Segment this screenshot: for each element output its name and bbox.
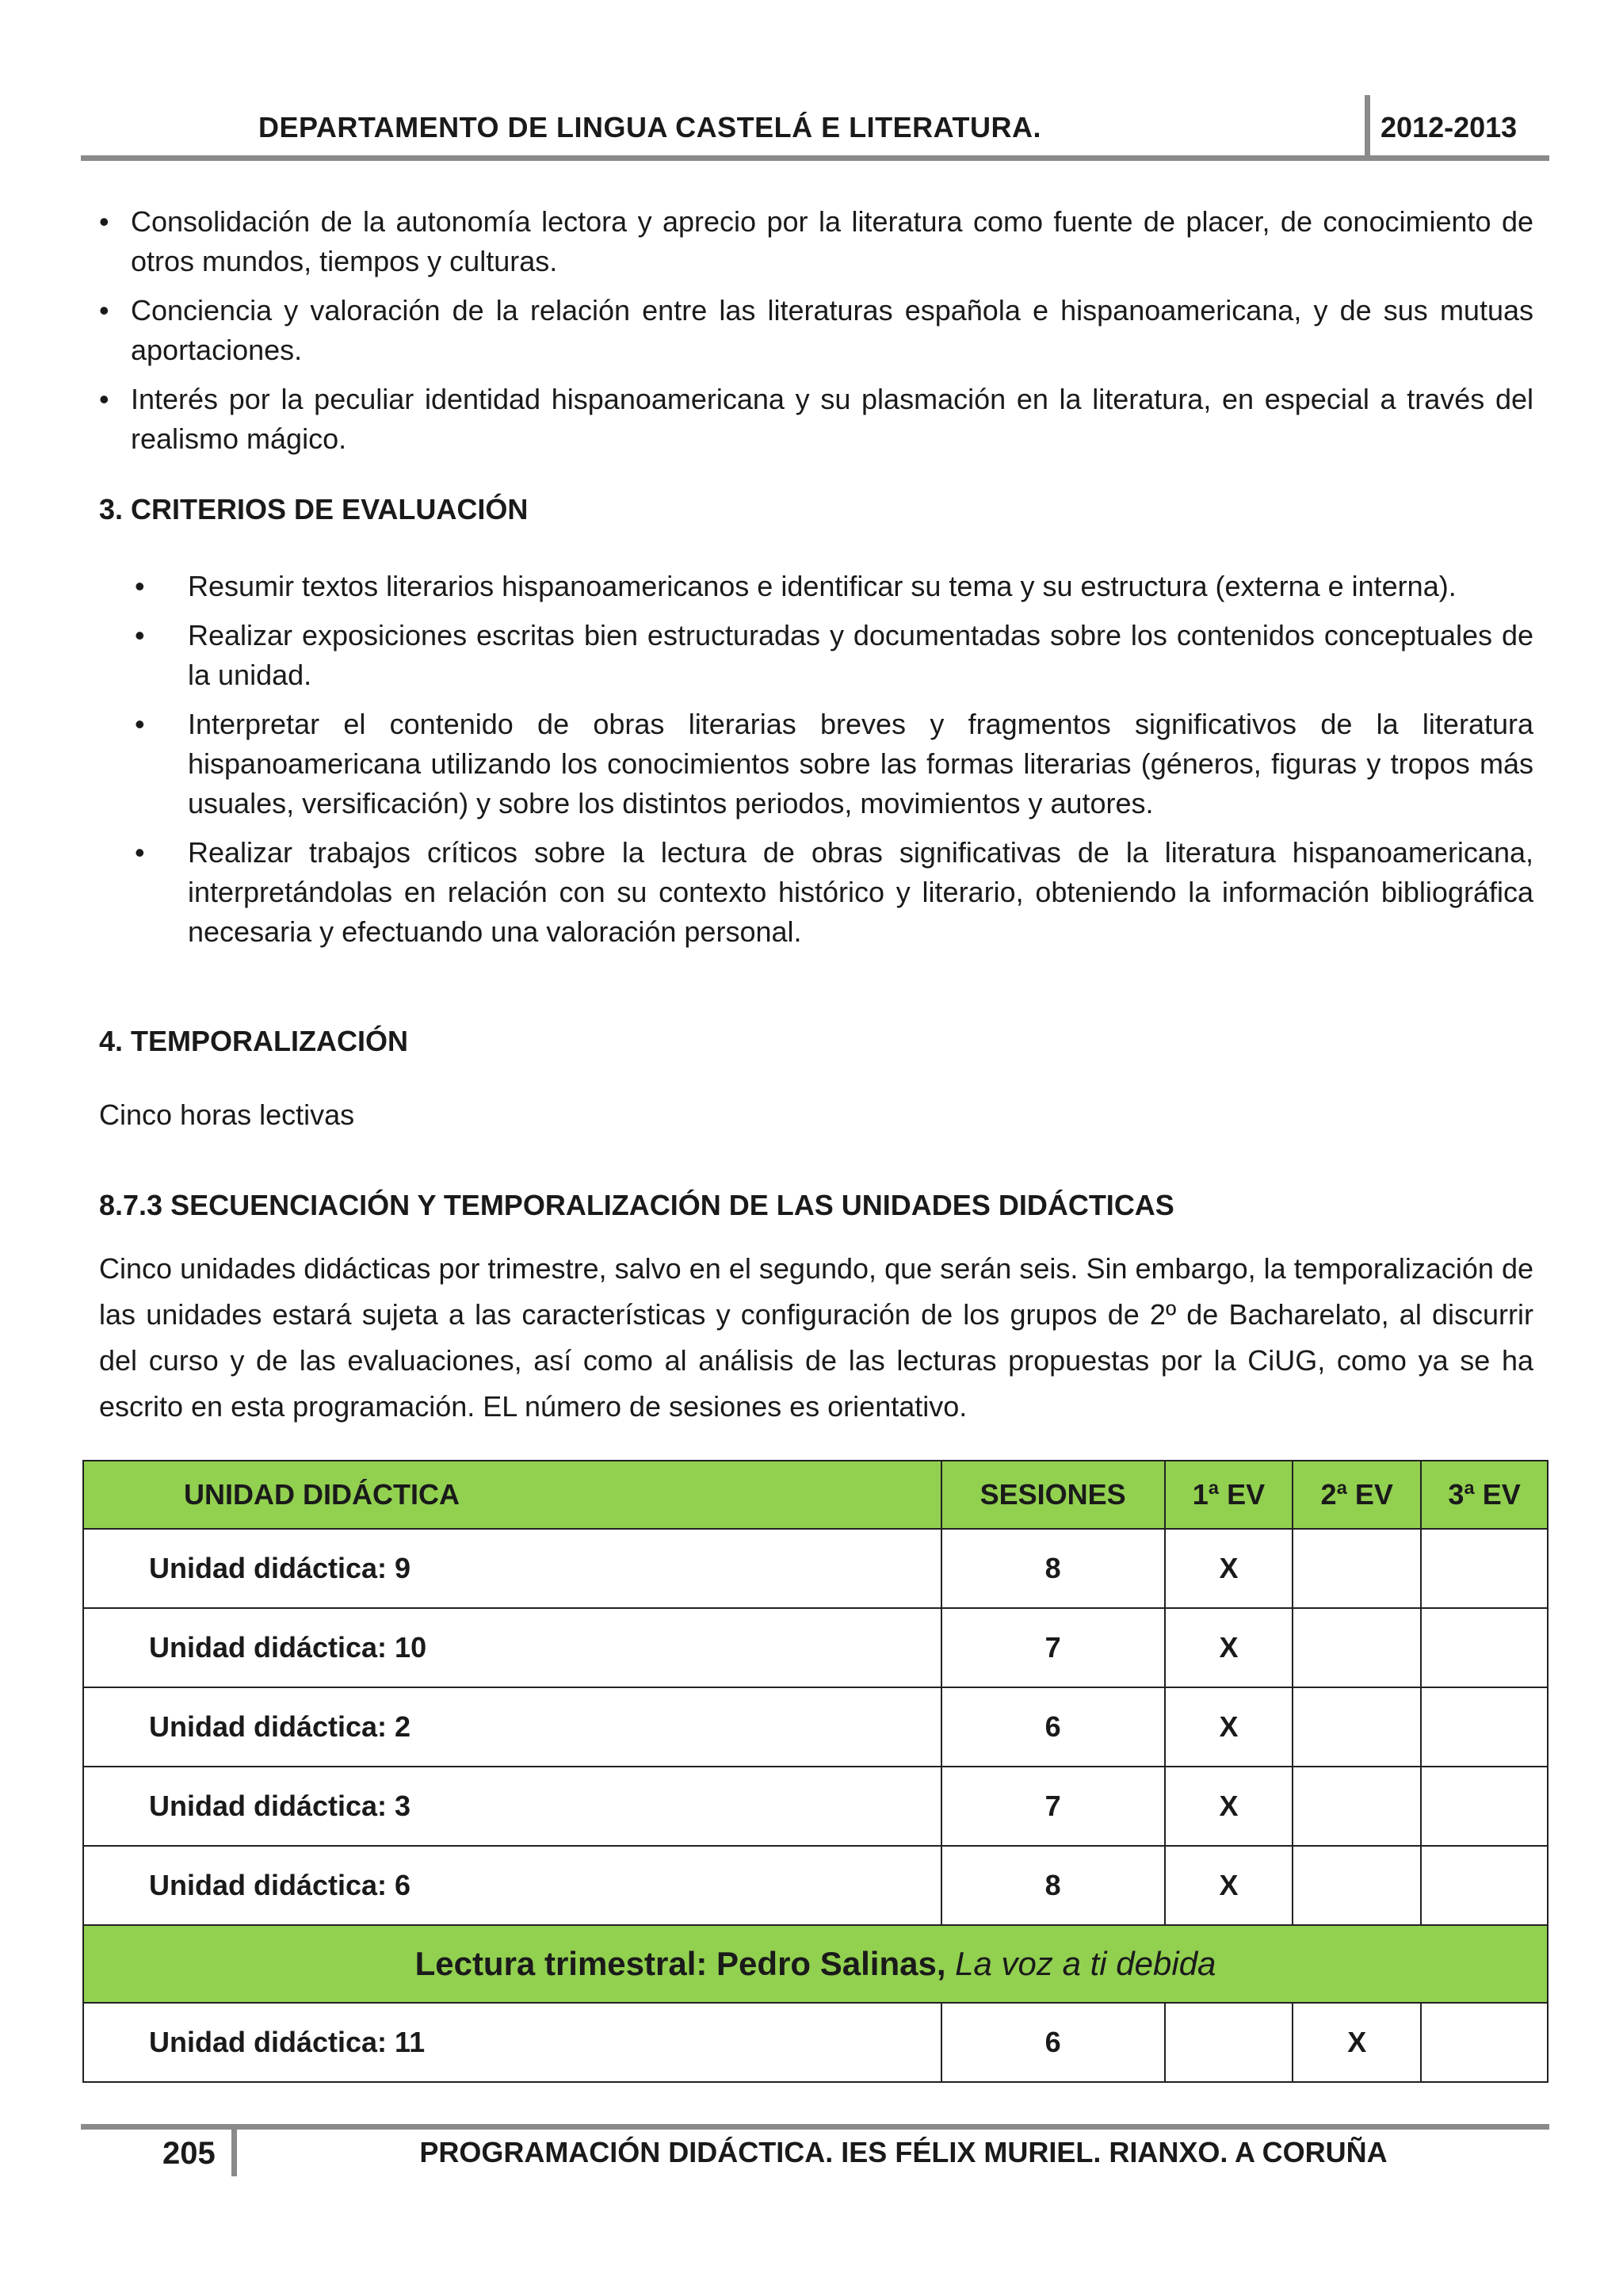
table-cell: X [1293,2003,1421,2082]
reading-row [83,1925,1548,2003]
table-cell [1421,2003,1548,2082]
section-heading-temporalizacion: 4. TEMPORALIZACIÓN [99,1025,409,1057]
header-department: DEPARTAMENTO DE LINGUA CASTELÁ E LITERATURA. [258,111,1041,143]
table-cell [1421,1846,1548,1925]
column-header: SESIONES [941,1461,1165,1529]
footer-text: PROGRAMACIÓN DIDÁCTICA. IES FÉLIX MURIEL. RIANXO. A CORUÑA [419,2136,1388,2168]
table-row [83,2003,1548,2082]
table-cell [1421,1767,1548,1846]
reading-label: Lectura trimestral: Pedro Salinas, [414,1945,946,1982]
secuenciacion-paragraph: Cinco unidades didácticas por trimestre, salvo en el segundo, que serán seis. Sin embargo, la temporalización de las unidades estará sujeta a las características y configuración de los grupos de 2º de Bacharelato, al discurrir del curso y de las evaluaciones, así como al análisis de las lecturas propuestas por la CiUG, como ya se ha escrito en esta programación. EL número de sesiones es orientativo. [99,1252,1533,1423]
table-cell: Unidad didáctica: 11 [83,2003,941,2082]
list-item: • Realizar trabajos críticos sobre la lectura de obras significativas de la literatura hispanoamericana, interpretándolas en relación con su contexto histórico y literario, obteniendo la información bibliográfica necesaria y efectuando una valoración personal. [99,833,1533,952]
list-item: • Realizar exposiciones escritas bien estructuradas y documentadas sobre los contenidos conceptuales de la unidad. [99,616,1533,695]
table-cell: 7 [941,1608,1165,1687]
table-cell: Unidad didáctica: 3 [83,1767,941,1846]
header-divider [1365,95,1370,160]
criterios-bullet-list [99,567,1533,961]
reading-book-title: La voz a ti debida [955,1945,1216,1982]
footer-divider [231,2127,237,2176]
table-cell: X [1165,1767,1293,1846]
table-cell [1293,1608,1421,1687]
column-header: 1ª EV [1165,1461,1293,1529]
intro-bullet-list [99,202,1533,468]
list-item: • Interés por la peculiar identidad hispanoamericana y su plasmación en la literatura, en especial a través del realismo mágico. [99,380,1533,459]
temporalizacion-text: Cinco horas lectivas [99,1098,355,1131]
table-cell [1421,1687,1548,1767]
table-cell [1165,2003,1293,2082]
list-item: • Interpretar el contenido de obras literarias breves y fragmentos significativos de la literatura hispanoamericana utilizando los conocimientos sobre las formas literarias (géneros, figuras y tropos más usuales, versificación) y sobre los distintos periodos, movimientos y autores. [99,705,1533,823]
section-heading-criterios: 3. CRITERIOS DE EVALUACIÓN [99,493,529,525]
table-cell [1293,1767,1421,1846]
list-item: • Conciencia y valoración de la relación entre las literaturas española e hispanoamericana, y de sus mutuas aportaciones. [99,291,1533,370]
section-heading-secuenciacion: 8.7.3 SECUENCIACIÓN Y TEMPORALIZACIÓN DE LAS UNIDADES DIDÁCTICAS [99,1189,1174,1221]
table-cell [1421,1529,1548,1608]
table-cell: Unidad didáctica: 10 [83,1608,941,1687]
table-cell [1293,1846,1421,1925]
table-cell: Unidad didáctica: 2 [83,1687,941,1767]
page-number: 205 [162,2136,216,2171]
table-cell: Unidad didáctica: 6 [83,1846,941,1925]
column-header: UNIDAD DIDÁCTICA [83,1461,941,1529]
table-cell [1293,1687,1421,1767]
units-schedule-table [82,1460,1549,2083]
table-row [83,1767,1548,1846]
table-cell: Unidad didáctica: 9 [83,1529,941,1608]
table-row [83,1529,1548,1608]
table-cell: 7 [941,1767,1165,1846]
table-cell: 6 [941,2003,1165,2082]
column-header: 3ª EV [1421,1461,1548,1529]
table-cell [1421,1608,1548,1687]
table-cell: 8 [941,1529,1165,1608]
table-row [83,1687,1548,1767]
table-cell: X [1165,1529,1293,1608]
header-rule [81,155,1549,161]
header-year: 2012-2013 [1381,111,1518,143]
table-cell: 8 [941,1846,1165,1925]
table-cell: 6 [941,1687,1165,1767]
table-row [83,1608,1548,1687]
table-header-row [83,1461,1548,1529]
list-item: • Resumir textos literarios hispanoamericanos e identificar su tema y su estructura (externa e interna). [99,567,1533,606]
table-row [83,1846,1548,1925]
table-cell [1293,1529,1421,1608]
footer-rule [81,2124,1549,2130]
table-cell: X [1165,1846,1293,1925]
table-cell: X [1165,1687,1293,1767]
column-header: 2ª EV [1293,1461,1421,1529]
list-item: • Consolidación de la autonomía lectora y aprecio por la literatura como fuente de placer, de conocimiento de otros mundos, tiempos y culturas. [99,202,1533,281]
table-cell: X [1165,1608,1293,1687]
reading-cell [83,1925,1548,2003]
